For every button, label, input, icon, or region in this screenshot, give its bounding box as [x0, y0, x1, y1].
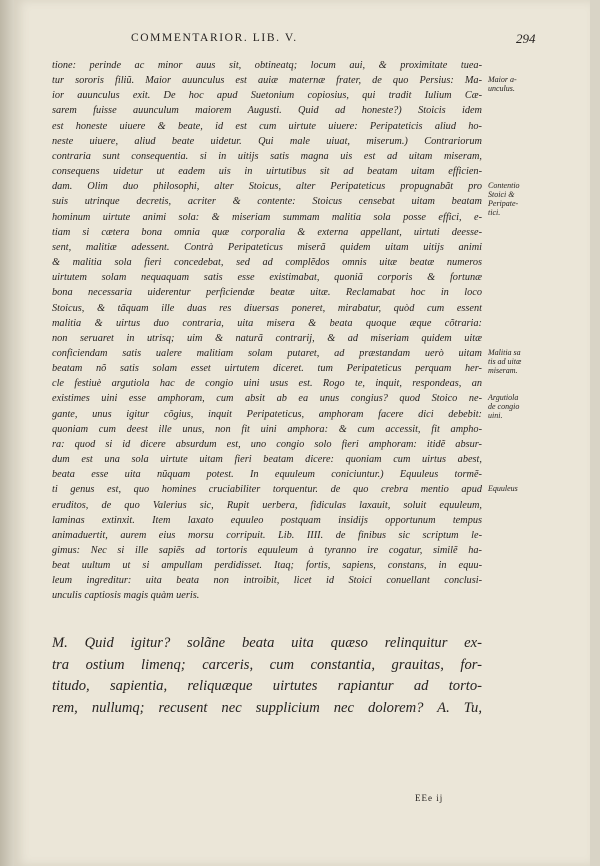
margin-note-line: Contentio	[488, 181, 520, 191]
signature-mark: EEe ij	[415, 793, 444, 803]
commentary-line: unculis captiosis magis quàm ueris.	[52, 590, 200, 602]
commentary-line: gante, unus igitur cõgius, inquit Peripateticus, amphoram facere dici debebit:	[52, 408, 482, 420]
commentary-line: malitia & uirtus duo contraria, uita misera & beata quoque æque cõtraria:	[52, 317, 482, 329]
margin-note-equuleus	[488, 484, 568, 493]
commentary-line: laminas extinxit. Item laxato equuleo postquam insidijs opportunum tempus	[52, 514, 482, 526]
commentary-line: & malitia sola fieri concedebat, sed ad complẽdos omnis uitæ beatæ numeros	[52, 257, 482, 269]
margin-note-line: Malitia sa	[488, 347, 521, 357]
commentary-line: existimes uini esse amphoram, cum absit ab ea unus congius? quod Stoico ne-	[52, 393, 482, 405]
commentary-line: Stoicus, & tãquam ille duas res diuersas poneret, mirabatur, quòd cum essent	[52, 302, 482, 314]
commentary-line: cle festiuè argutiola hac de congio uini usus est. Rogo te, inquit, respondeas, an	[52, 378, 482, 390]
commentary-line: leum ingreditur: uita beata non introibit, licet id Stoici conuellant conclusi-	[52, 575, 482, 587]
main-text-block	[52, 633, 482, 719]
commentary-line: sarem fuisse auunculum maiorem Augusti. Quid ad honeste?) Stoicis idem	[52, 105, 482, 117]
commentary-line: tione: perinde ac minor auus sit, obtineatq; locum aui, & proximitate tuea-	[52, 60, 482, 71]
running-head: COMMENTARIOR. LIB. V.	[131, 32, 298, 44]
margin-note-contentio-stoici	[488, 181, 568, 217]
margin-note-line: Argutiola	[488, 393, 519, 403]
commentary-line: animaduertit, aurem eius morsu corripuit. Lib. IIII. de finibus sic scriptum le-	[52, 529, 482, 541]
commentary-line: beatam nõ satis solam esset uirtutem diceret. tum Peripateticus perquam her-	[52, 363, 482, 375]
margin-note-malitia	[488, 348, 568, 375]
commentary-line: est honeste uiuere & beate, id est cum uirtute uiuere: Peripateticis aliud ho-	[52, 120, 482, 132]
margin-note-line: Maior a-	[488, 75, 517, 85]
commentary-line: uirtutem solam nequaquam satis esse existimabat, quoniã corporis & fortunæ	[52, 272, 482, 284]
margin-note-argutiola	[488, 393, 568, 420]
commentary-line: tur sororis filiũ. Maior auunculus est auiæ maternæ frater, de quo Persius: Ma-	[52, 75, 482, 87]
commentary-line: sent, malitiæ adessent. Contrà Peripateticus miserã quidem uitam uitijs animi	[52, 241, 482, 253]
commentary-line: eruditos, de quo Valerius sic, Rupit uerbera, fidiculas laxauit, soluit equuleum,	[52, 499, 482, 511]
margin-note-maior-auunculus	[488, 75, 568, 93]
margin-note-line: unculus.	[488, 84, 515, 94]
margin-note-line: tici.	[488, 208, 501, 218]
margin-note-line: uini.	[488, 411, 503, 421]
commentary-line: non seruaret in utrisq; uim & naturã contrarij, & ad miseriam quidem uitæ	[52, 332, 482, 344]
margin-note-line: miseram.	[488, 365, 518, 375]
commentary-line: beat uultum ut si ampullam perdidisset. Itaq; fortis, sapiens, constans, in equu-	[52, 560, 482, 572]
commentary-line: conficiendam satis ualere malitiam solam putaret, ad præstandam uerò uitam	[52, 347, 482, 359]
margin-note-line: de congio	[488, 402, 520, 412]
commentary-line: bona necessaria uiderentur perficiendæ beatæ uitæ. Reclamabat hoc in loco	[52, 287, 482, 299]
commentary-line: ior auunculus exit. De hoc apud Suetonium copiosius, qui tradit Iulium Cæ-	[52, 90, 482, 102]
main-text-line: tra ostium limenq; carceris, cum constantia, grauitas, for-	[52, 656, 482, 673]
commentary-line: dam. Olim duo philosophi, alter Stoicus, alter Peripateticus propugnabãt pro	[52, 181, 482, 193]
commentary-line: neste uiuere, aliud beate uidetur. Qui male uiuat, miserum.) Contrariorum	[52, 135, 482, 147]
commentary-line: beata esse uita nũquam potest. In equuleum coniciuntur.) Equuleus tormẽ-	[52, 469, 482, 481]
binding-shadow	[0, 0, 14, 866]
main-text-line: M. Quid igitur? solãne beata uita quæso relinquitur ex-	[52, 635, 482, 651]
commentary-line: dum est una sola uirtute uitam fieri beatam dicere: quoniam cum uirtus abest,	[52, 454, 482, 466]
commentary-line: contraria sunt consequentia. si in uitijs satis magna uis est ad uitam miseram,	[52, 150, 482, 162]
commentary-line: ti genus est, quo homines cruciabiliter torquentur. de quo crebra mentio apud	[52, 484, 482, 496]
commentary-line: tiam si cætera bona omnia quæ corporalia & externa appellant, uirtuti deesse-	[52, 226, 482, 238]
commentary-line: hominum uirtute animi sola: & miseriam summam malitia sola posse effici, e-	[52, 211, 482, 223]
commentary-block	[52, 58, 482, 604]
page-number: 294	[516, 31, 536, 46]
commentary-line: suis utrinque decretis, acriter & contente: Stoicus censebat uitam beatam	[52, 196, 482, 208]
commentary-line: gimus: Nec si ille sapiẽs ad tortoris equuleum à tyranno ire cogatur, similẽ ha-	[52, 545, 482, 556]
commentary-line: consequens uidetur ut eadem uis in uirtutibus sit ad beatam uitam efficien-	[52, 166, 482, 178]
main-text-line: titudo, sapientia, reliquæque uirtutes rapiantur ad torto-	[52, 678, 482, 694]
margin-note-line: Peripate-	[488, 199, 519, 209]
commentary-line: ra: quod si id dicere absurdum est, uno congio solo fieri amphoram: itidẽ absur-	[52, 438, 482, 450]
main-text-line: rem, nullumq; recusent nec supplicium nec dolorem? A. Tu,	[52, 699, 482, 716]
commentary-line: quoniam cum deest ille unus, non fit uini amphora: & cum accessit, fit ampho-	[52, 423, 482, 435]
margin-note-line: tis ad uitæ	[488, 356, 522, 366]
margin-note-line: Equuleus	[488, 484, 518, 494]
margin-note-line: Stoici &	[488, 190, 515, 200]
